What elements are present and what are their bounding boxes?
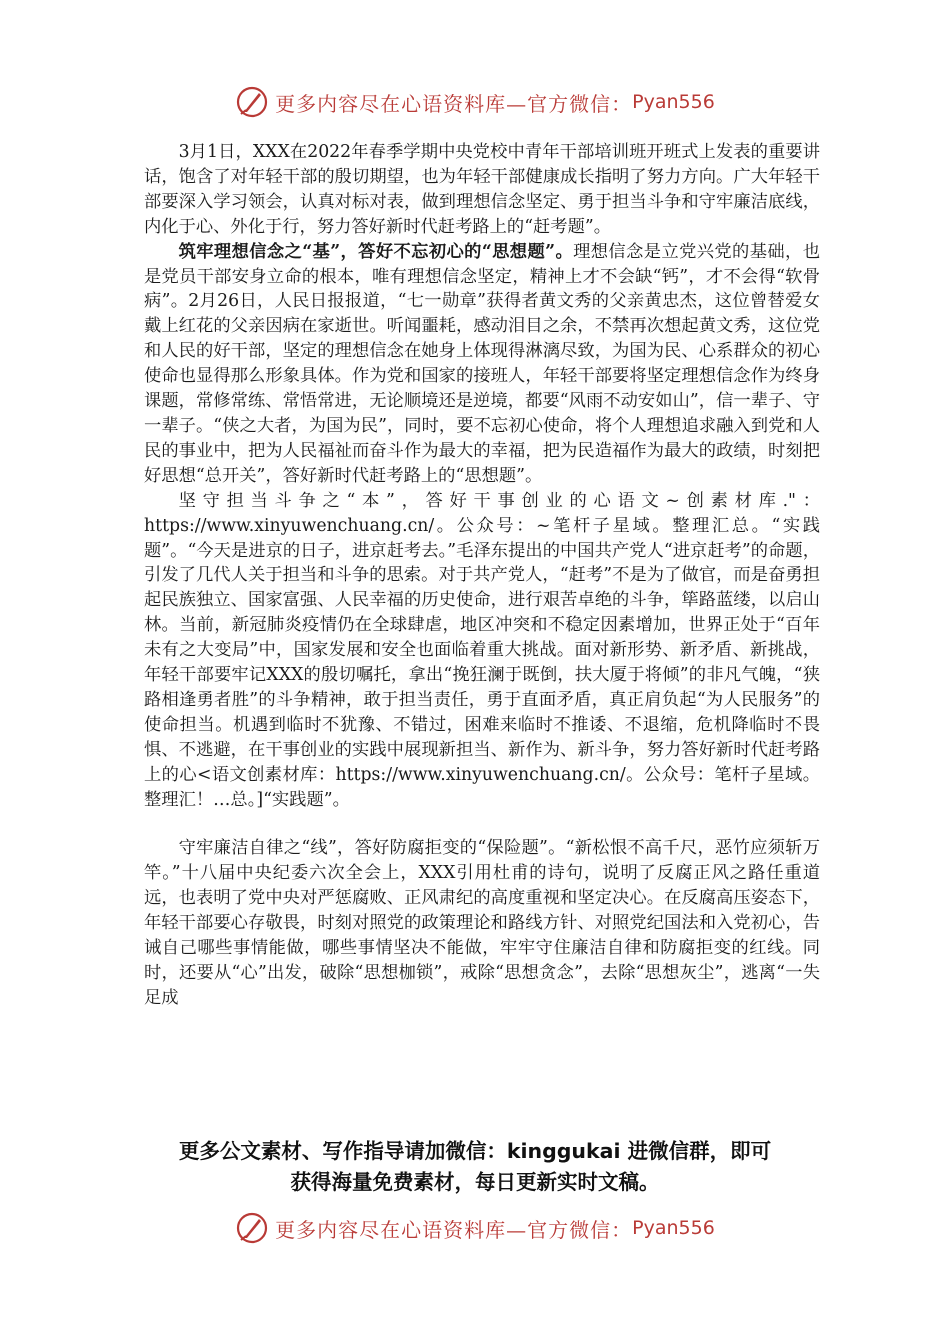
banner-text: 更多内容尽在心语资料库—官方微信： [275,91,633,116]
paragraph-responsibility [144,489,820,813]
paragraph-integrity [144,836,820,1010]
article-body [144,140,820,1011]
paragraph-text: 坚守担当斗争之“本”，答好干事创业的心语文~创素材库."：https://www.xinyuwenchuang.cn/。公众号：~笔杆子星域。整理汇总。“实践题”。“今天是进京的日子，进京赶考去。”毛泽东提出的中国共产党人“进京赶考”的命题，引发了几代人关于担当和斗争的思索。对于共产党人，“赶考”不是为了做官，而是奋勇担起民族独立、国家富强、人民幸福的历史使命，进行艰苦卓绝的斗争，筚路蓝缕，以启山林。当前，新冠肺炎疫情仍在全球肆虐，地区冲突和不稳定因素增加，世界正处于“百年未有之大变局”中，国家发展和安全也面临着重大挑战。面对新形势、新矛盾、新挑战，年轻干部要牢记XXX的殷切嘱托，拿出“挽狂澜于既倒，扶大厦于将倾”的非凡气魄，“狭路相逢勇者胜”的斗争精神，敢于担当责任，勇于直面矛盾，真正肩负起“为人民服务”的使命担当。机遇到临时不犹豫、不错过，困难来临时不推诿、不退缩，危机降临时不畏惧、不逃避，在干事创业的实践中展现新担当、新作为、新斗争，努力答好新时代赶考路上的心<语文创素材库：https://www.xinyuwenchuang.cn/。公众号：笔杆子星域。整理汇！…总。]“实践题”。 [144,490,820,810]
header-banner [0,80,950,124]
paragraph-intro [144,140,820,240]
quill-logo-icon [235,85,269,119]
paragraph-text: 守牢廉洁自律之“线”，答好防腐拒变的“保险题”。“新松恨不高千尺，恶竹应须斩万竿。”十八届中央纪委六次全会上，XXX引用杜甫的诗句，说明了反腐正风之路任重道远，也表明了党中央对严惩腐败、正风肃纪的高度重视和坚定决心。在反腐高压姿态下，年轻干部要心存敬畏，时刻对照党的政策理论和路线方针、对照党纪国法和入党初心，告诫自己哪些事情能做，哪些事情坚决不能做，牢牢守住廉洁自律和防腐拒变的红线。同时，还要从“心”出发，破除“思想枷锁”，戒除“思想贪念”，去除“思想灰尘”，逃离“一失足成 [144,838,820,1008]
promo-line-2: 获得海量免费素材，每日更新实时文稿。 [290,1170,660,1194]
paragraph-heading: 筑牢理想信念之“基”，答好不忘初心的“思想题”。 [178,241,574,262]
quill-logo-icon [235,1211,269,1245]
banner-wechat-id: Pyan556 [632,91,715,113]
paragraph-ideals [144,240,820,489]
banner-wechat-id: Pyan556 [632,1217,715,1239]
paragraph-text: 理想信念是立党兴党的基础，也是党员干部安身立命的根本，唯有理想信念坚定，精神上才不会缺“钙”，才不会得“软骨病”。2月26日，人民日报报道，“七一勋章”获得者黄文秀的父亲黄忠杰，这位曾替爱女戴上红花的父亲因病在家逝世。听闻噩耗，感动泪目之余，不禁再次想起黄文秀，这位党和人民的好干部，坚定的理想信念在她身上体现得淋漓尽致，为国为民、心系群众的初心使命也显得那么形象具体。作为党和国家的接班人，年轻干部要将坚定理想信念作为终身课题，常修常练、常悟常进，无论顺境还是逆境，都要“风雨不动安如山”，信一辈子、守一辈子。“侠之大者，为国为民”，同时，要不忘初心使命，将个人理想追求融入到党和人民的事业中，把为人民福祉而奋斗作为最大的幸福，把为民造福作为最大的政绩，时刻把好思想“总开关”，答好新时代赶考路上的“思想题”。 [144,241,820,486]
promo-line-1: 更多公文素材、写作指导请加微信：kinggukai 进微信群，即可 [178,1139,772,1163]
footer-banner [0,1206,950,1250]
banner-text: 更多内容尽在心语资料库—官方微信： [275,1217,633,1242]
paragraph-text: 3月1日，XXX在2022年春季学期中央党校中青年干部培训班开班式上发表的重要讲话，饱含了对年轻干部的殷切期望，也为年轻干部健康成长指明了努力方向。广大年轻干部要深入学习领会，认真对标对表，做到理想信念坚定、勇于担当斗争和守牢廉洁底线，内化于心、外化于行，努力答好新时代赶考路上的“赶考题”。 [144,142,820,237]
promo-notice [0,1136,950,1198]
